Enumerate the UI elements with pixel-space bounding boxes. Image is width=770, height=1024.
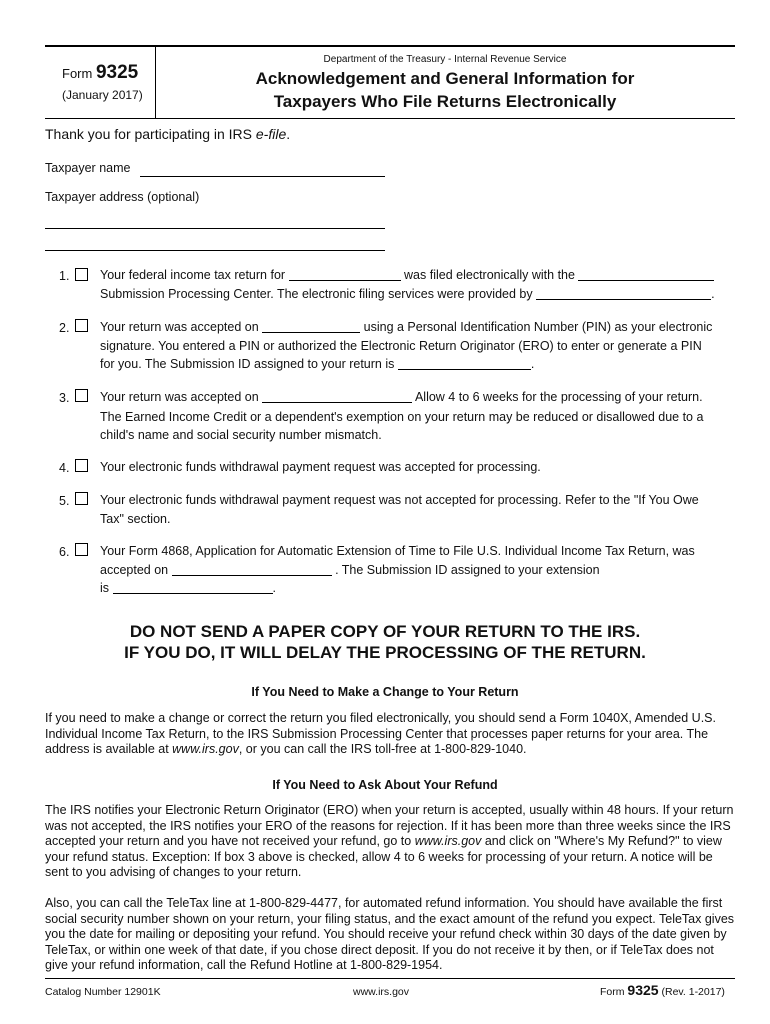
item-6-text-a: accepted on: [100, 563, 169, 577]
item-4-line1: Your electronic funds withdrawal payment request was accepted for processing.: [100, 460, 541, 474]
item-3-checkbox[interactable]: [75, 389, 88, 402]
warning-line2: IF YOU DO, IT WILL DELAY THE PROCESSING OF THE RETURN.: [124, 643, 646, 662]
footer-revision: (Rev. 1-2017): [661, 986, 725, 998]
department: Department of the Treasury - Internal Revenue Service: [323, 54, 567, 65]
item-3-line2: The Earned Income Credit or a dependent's exemption on your return may be reduced or disallowed due to a: [100, 410, 704, 424]
taxpayer-name-label: Taxpayer name: [45, 161, 131, 175]
item-2-checkbox[interactable]: [75, 319, 88, 332]
item-6-submission-id-field[interactable]: [113, 580, 273, 594]
item-1-period: .: [711, 287, 715, 301]
change-paragraph: [45, 711, 735, 758]
item-1-line2: [100, 285, 715, 303]
item-5-checkbox[interactable]: [75, 492, 88, 505]
item-2-text-a: Your return was accepted on: [100, 320, 259, 334]
form-word: Form: [62, 66, 93, 81]
item-6-date-field[interactable]: [172, 562, 332, 576]
item-2-period: .: [530, 357, 535, 371]
item-1-center-field[interactable]: [578, 267, 714, 281]
item-6-line1: Your Form 4868, Application for Automatic Extension of Time to File U.S. Individual Income Tax Return, was: [100, 544, 695, 558]
form-id-box: [62, 62, 138, 84]
taxpayer-address-field-2[interactable]: [45, 250, 385, 251]
thanks-text: [45, 126, 290, 142]
item-6-checkbox[interactable]: [75, 543, 88, 556]
footer-form-id: [600, 982, 725, 998]
item-1-text-c: Submission Processing Center. The electronic filing services were provided by: [100, 287, 533, 301]
warning-line1: DO NOT SEND A PAPER COPY OF YOUR RETURN TO THE IRS.: [129, 622, 641, 641]
change-text-a: If you need to make a change or correct the return you filed electronically, you should send a Form 1040X, Amended U.S. Individual Income Tax Return, to the IRS Submission Processing Center that processes paper returns for your area. The address is available at: [45, 711, 716, 756]
item-1-year-field[interactable]: [289, 267, 401, 281]
item-6-text-c: is: [100, 581, 110, 595]
refund-paragraph-2: Also, you can call the TeleTax line at 1-800-829-4477, for automated refund information. You should have available the first social security number shown on your return, your filing status, and the exact amount of the refund you expect. TeleTax gives you the date for mailing or depositing your refund. You should receive your refund check within 30 days of the date given by TeleTax, or within one week of that date, if you chose direct deposit. If you do not receive it by then, or if TeleTax does not give your refund information, call the Refund Hotline at 1-800-829-1954.: [45, 896, 735, 972]
item-1-checkbox[interactable]: [75, 268, 88, 281]
taxpayer-address-label: Taxpayer address (optional): [45, 190, 200, 204]
item-3-line3: child's name and social security number mismatch.: [100, 428, 382, 442]
taxpayer-name-field[interactable]: [140, 176, 385, 177]
item-2-line2: signature. You entered a PIN or authorized the Electronic Return Originator (ERO) to enter or generate a PIN: [100, 339, 702, 353]
refund-paragraph-1: [45, 803, 735, 881]
refund-text-a: The IRS notifies your Electronic Return Originator (ERO) when your return is accepted, usually within 48 hours. If your return was not accepted, the IRS notifies your ERO of the reasons for rejection. If it has been more than three weeks since the IRS accepted your return and you have not received your refund, go to: [45, 803, 734, 848]
item-3-date-field[interactable]: [262, 389, 412, 403]
refund-text-b: and click on "Where's My Refund?" to view your refund status. Exception: If box 3 above is checked, allow 4 to 6 weeks for processing of your return. A notice will be sent to you advising of changes to your return.: [45, 834, 722, 879]
item-2-number: 2.: [59, 321, 70, 335]
item-6-text-b: . The Submission ID assigned to your extension: [335, 563, 600, 577]
item-6-line3: [100, 579, 276, 597]
item-4-number: 4.: [59, 461, 70, 475]
item-3-line1: [100, 388, 703, 406]
item-2-line1: [100, 318, 712, 336]
item-5-line2: Tax" section.: [100, 512, 171, 526]
form-number: 9325: [95, 62, 139, 83]
form-date: (January 2017): [62, 88, 143, 102]
thanks-prefix: Thank you for participating in IRS: [45, 126, 256, 142]
change-irs-link[interactable]: www.irs.gov: [172, 742, 239, 756]
footer-form-number: 9325: [627, 982, 659, 998]
footer-form-word: Form: [600, 986, 625, 998]
item-3-text-a: Your return was accepted on: [100, 390, 259, 404]
item-1-text-a: Your federal income tax return for: [100, 268, 286, 282]
taxpayer-address-field-1[interactable]: [45, 228, 385, 229]
item-3-text-b: Allow 4 to 6 weeks for the processing of your return.: [414, 390, 703, 404]
footer-rule: [45, 978, 735, 979]
thanks-suffix: .: [286, 126, 291, 142]
item-2-submission-id-field[interactable]: [398, 356, 531, 370]
item-4-checkbox[interactable]: [75, 459, 88, 472]
item-5-line1: Your electronic funds withdrawal payment request was not accepted for processing. Refer to the "If You Owe: [100, 493, 699, 507]
item-1-provider-field[interactable]: [536, 286, 711, 300]
page-title-line2: Taxpayers Who File Returns Electronically: [273, 92, 617, 111]
header-bottom-rule: [45, 118, 735, 119]
refund-heading: If You Need to Ask About Your Refund: [272, 778, 498, 792]
thanks-efile: e-file: [255, 126, 287, 142]
change-text-b: , or you can call the IRS toll-free at 1-800-829-1040.: [238, 742, 527, 756]
item-3-number: 3.: [59, 391, 70, 405]
item-2-line3: [100, 355, 534, 373]
refund-irs-link[interactable]: www.irs.gov: [414, 834, 482, 848]
footer-website: www.irs.gov: [353, 986, 410, 998]
item-1-line1: [100, 266, 714, 284]
item-1-text-b: was filed electronically with the: [404, 268, 575, 282]
item-2-date-field[interactable]: [262, 319, 360, 333]
page-title-line1: Acknowledgement and General Information for: [255, 69, 635, 88]
change-heading: If You Need to Make a Change to Your Return: [251, 685, 519, 699]
catalog-number: Catalog Number 12901K: [45, 986, 161, 998]
header-top-rule: [45, 45, 735, 47]
item-2-text-b: using a Personal Identification Number (PIN) as your electronic: [363, 320, 713, 334]
item-5-number: 5.: [59, 494, 70, 508]
item-6-period: .: [272, 581, 276, 595]
item-2-text-c: for you. The Submission ID assigned to your return is: [100, 357, 395, 371]
item-6-number: 6.: [59, 545, 70, 559]
item-1-number: 1.: [59, 269, 70, 283]
item-6-line2: [100, 561, 600, 579]
